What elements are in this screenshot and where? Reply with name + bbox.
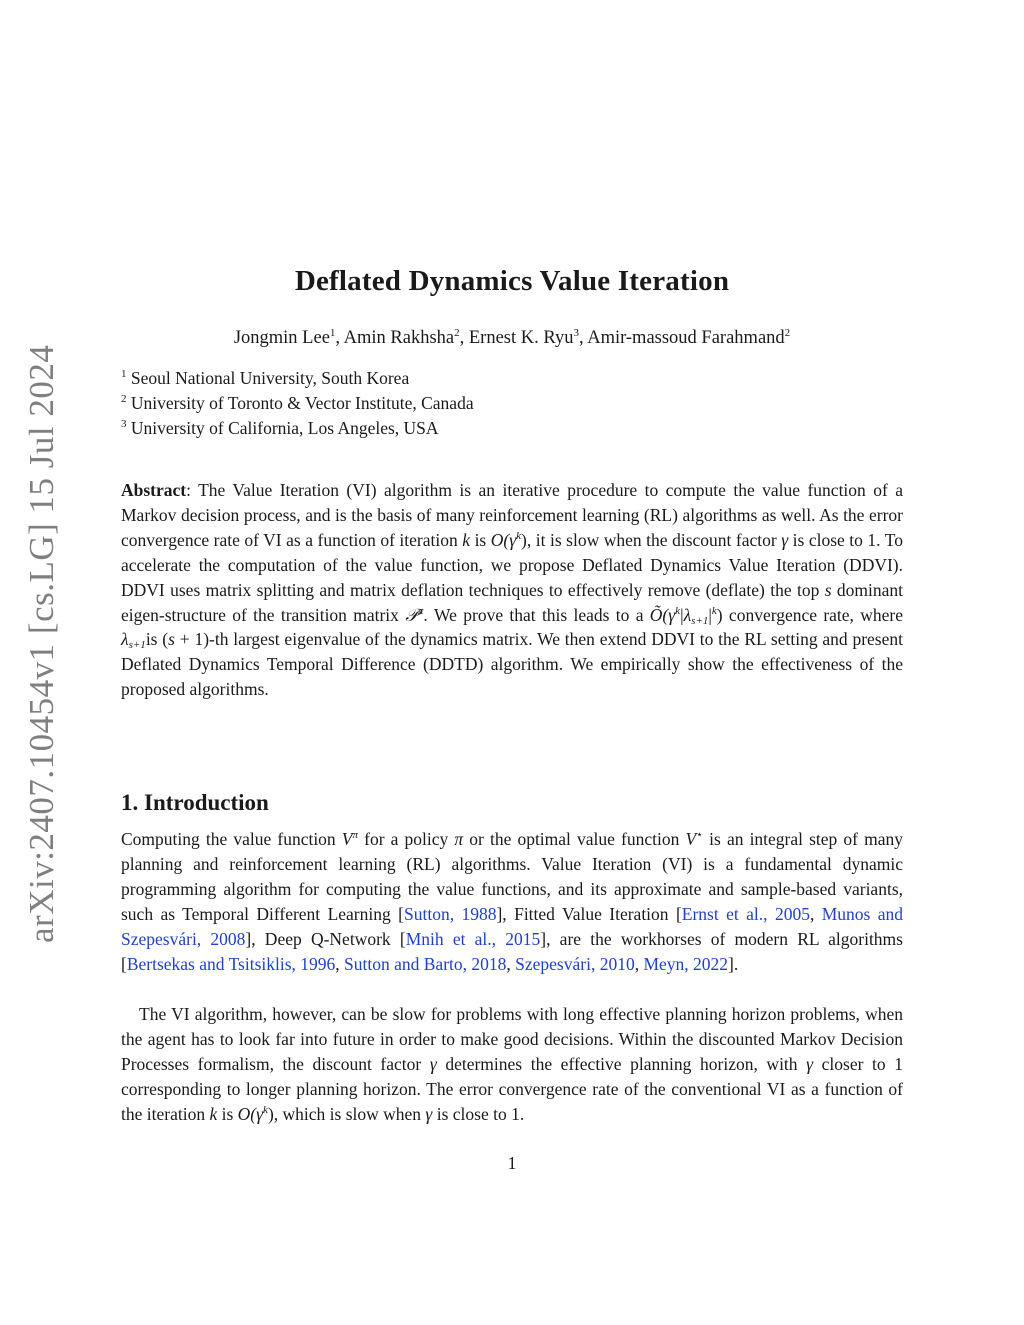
section-heading-introduction: 1. Introduction [121, 790, 269, 815]
abstract: Abstract: The Value Iteration (VI) algorithm is an iterative procedure to compute the value function of a Markov decision process, and is the basis of many reinforcement learning (RL) algorithms as well. As the error convergence rate of VI as a function of iteration k is $O(\gamma^k)$, it is slow when the discount factor γ is close to 1. To accelerate the computation of the value function, we propose Deflated Dynamics Value Iteration (DDVI). DDVI uses matrix splitting and matrix deflation techniques to effectively remove (deflate) the top s dominant eigen-structure of the transition matrix 𝒫$^\pi$. We prove that this leads to a $Õ(\gamma^k|\lambda_{s+1}|^k)$ convergence rate, where $\lambda_{s+1}is$ (s + 1)-th largest eigenvalue of the dynamics matrix. We then extend DDVI to the RL setting and present Deflated Dynamics Temporal Difference (DDTD) algorithm. We empirically show the effectiveness of the proposed algorithms. [121, 480, 903, 700]
affiliation-3: $^3$ University of California, Los Angeles, USA [121, 418, 439, 438]
affiliation-marker: 2 [784, 327, 791, 339]
citation-link[interactable]: Szepesvári, 2010 [515, 953, 635, 974]
paper-title: Deflated Dynamics Value Iteration [294, 265, 730, 297]
citation-link[interactable]: Munos and Szepesvári, 2008 [121, 903, 904, 949]
author-name: Amin Rakhsha [343, 328, 455, 348]
author-list: Jongmin Lee$^1$, Amin Rakhsha$^2$, Ernest K. Ryu$^3$, Amir-massoud Farahmand$^2$ [233, 327, 791, 348]
affiliation-2: $^2$ University of Toronto & Vector Institute, Canada [121, 393, 474, 413]
affiliation-marker: 3 [573, 327, 579, 339]
affiliation-marker: 2 [454, 327, 460, 339]
abstract-label: Abstract [121, 480, 187, 500]
author-name: Jongmin Lee [233, 328, 330, 348]
citation-link[interactable]: Sutton, 1988 [403, 903, 497, 924]
arxiv-identifier: arXiv:2407.10454v1 [cs.LG] 15 Jul 2024 [22, 344, 61, 943]
page-number: 1 [507, 1153, 517, 1173]
citation-link[interactable]: Mnih et al., 2015 [405, 928, 541, 949]
citation-link[interactable]: Meyn, 2022 [643, 953, 729, 974]
citation-link[interactable]: Bertsekas and Tsitsiklis, 1996 [126, 953, 336, 974]
intro-paragraph-2: The VI algorithm, however, can be slow for problems with long effective planning horizon problems, when the agent has to look far into future in order to make good decisions. Within the discounted Markov Decision Processes formalism, the discount factor γ determines the effective planning horizon, with γ closer to 1 corresponding to longer planning horizon. The error convergence rate of the conventional VI as a function of the iteration k is $O(\gamma^k)$, which is slow when γ is close to 1. [121, 1004, 903, 1124]
citation-link[interactable]: Sutton and Barto, 2018 [344, 953, 507, 974]
citation-link[interactable]: Ernst et al., 2005 [681, 903, 810, 924]
author-name: Ernest K. Ryu [468, 328, 574, 348]
affiliation-1: $^1$ Seoul National University, South Korea [121, 368, 410, 388]
affiliation-marker: 1 [329, 327, 336, 339]
author-name: Amir-massoud Farahmand [587, 328, 785, 348]
intro-paragraph-1: Computing the value function $V^\pi$ for a policy π or the optimal value function V⋆ is an integral step of many planning and reinforcement learning (RL) algorithms. Value Iteration (VI) is a fundamental dynamic programming algorithm for computing the value functions, and its approximate and sample-based variants, such as Temporal Different Learning [Sutton, 1988], Fitted Value Iteration [Ernst et al., 2005, Munos and Szepesvári, 2008], Deep Q-Network [Mnih et al., 2015], are the workhorses of modern RL algorithms [Bertsekas and Tsitsiklis, 1996, Sutton and Barto, 2018, Szepesvári, 2010, Meyn, 2022]. [121, 829, 904, 974]
